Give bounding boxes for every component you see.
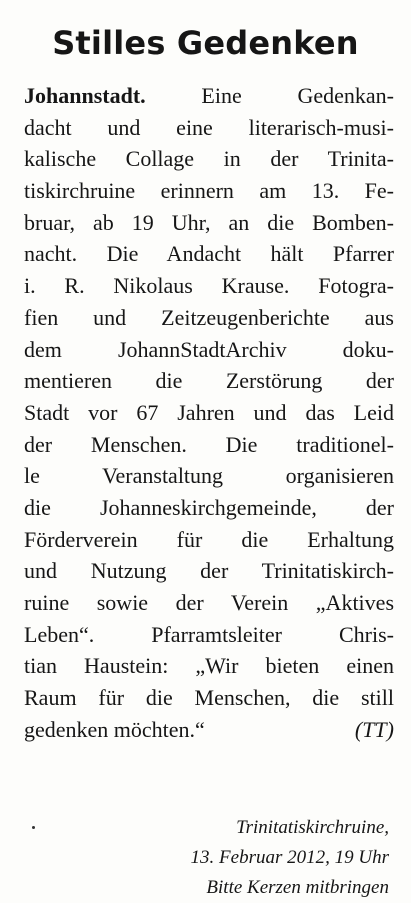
article-body (24, 80, 394, 745)
body-line: Raum für die Menschen, die still (24, 685, 394, 711)
body-line: dacht und eine literarisch-musi- (24, 114, 394, 140)
body-line: und Nutzung der Trinitatiskirch- (24, 558, 394, 584)
headline: Stilles Gedenken (52, 24, 359, 62)
body-line: le Veranstaltung organisieren (24, 463, 394, 489)
body-text: Eine Gedenkan- (201, 83, 395, 108)
event-place: Trinitatiskirchruine, (236, 817, 389, 838)
body-line: der Menschen. Die traditionel- (24, 431, 394, 457)
lead-location: Johannstadt. (24, 83, 146, 108)
body-line: die Johanneskirchgemeinde, der (24, 494, 394, 520)
body-line: nacht. Die Andacht hält Pfarrer (24, 241, 394, 267)
print-speck (32, 826, 35, 829)
body-line-last (24, 714, 394, 746)
body-line: dem JohannStadtArchiv doku- (24, 336, 394, 362)
event-info (191, 813, 389, 903)
closing-text: gedenken möchten.“ (24, 716, 205, 742)
event-date: 13. Februar 2012, 19 Uhr (190, 847, 389, 868)
body-line: bruar, ab 19 Uhr, an die Bomben- (24, 209, 394, 235)
body-line: tiskirchruine erinnern am 13. Fe- (24, 178, 394, 204)
author-initials: (TT) (354, 716, 394, 742)
body-line: Leben“. Pfarramtsleiter Chris- (24, 621, 394, 647)
body-line: tian Haustein: „Wir bieten einen (24, 653, 394, 679)
body-line (24, 80, 394, 112)
body-line: kalische Collage in der Trinita- (24, 146, 394, 172)
body-line: fien und Zeitzeugenberichte aus (24, 304, 394, 330)
body-line: Stadt vor 67 Jahren und das Leid (24, 399, 394, 425)
body-line: Förderverein für die Erhaltung (24, 526, 394, 552)
body-line: mentieren die Zerstörung der (24, 368, 394, 394)
event-note: Bitte Kerzen mitbringen (206, 877, 389, 898)
body-line: i. R. Nikolaus Krause. Fotogra- (24, 273, 394, 299)
body-line: ruine sowie der Verein „Aktives (24, 590, 394, 615)
